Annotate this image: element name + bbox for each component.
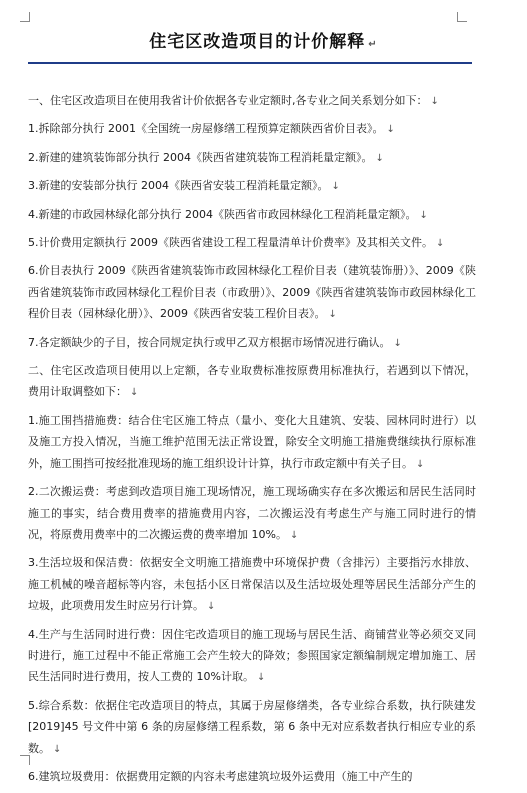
paragraph-text: 1.施工围挡措施费：结合住宅区施工特点（量小、变化大且建筑、安装、园林同时进行）以及施工方投入情况，当施工维护范围无法正常设置，除安全文明施工措施费继续执行原标准外，施工围挡可按经批准现场的施工组织设计计算，执行市政定额中有关子目。 <box>28 413 476 470</box>
paragraph-text: 4.生产与生活同时进行费：因住宅改造项目的施工现场与居民生活、商铺营业等必须交叉同时进行，施工过程中不能正常施工会产生较大的降效；参照国家定额编制规定增加施工、居民生活同时进行费用，按人工费的 10%计取。 <box>28 627 476 684</box>
page-corner-mark <box>20 12 30 22</box>
paragraph <box>28 695 476 760</box>
paragraph-text: 3.生活垃圾和保洁费：依据安全文明施工措施费中环境保护费（含排污）主要指污水排放、施工机械的噪音超标等内容，未包括小区日常保洁以及生活垃圾处理等居民生活部分产生的垃圾，此项费用发生时应另行计算。 <box>28 556 476 613</box>
paragraph-mark-icon: ↓ <box>416 458 425 470</box>
paragraph <box>28 766 476 787</box>
paragraph-text: 1.拆除部分执行 2001《全国统一房屋修缮工程预算定额陕西省价目表》。 <box>28 122 384 136</box>
paragraph-text: 2.二次搬运费：考虑到改造项目施工现场情况，施工现场确实存在多次搬运和居民生活同时施工的事实，结合费用费率的措施费用内容，二次搬运没有考虑生产与施工同时进行的情况，将原费用费率中的二次搬运费的费率增加 10%。 <box>28 485 476 541</box>
paragraph-mark-icon: ↓ <box>256 672 266 684</box>
page-corner-mark <box>457 12 467 22</box>
paragraph <box>28 260 476 325</box>
paragraph <box>28 118 476 140</box>
paragraph <box>28 552 476 617</box>
paragraph <box>28 147 476 169</box>
paragraph-mark-icon: ↓ <box>435 238 445 250</box>
paragraph-text: 6.价目表执行 2009《陕西省建筑装饰市政园林绿化工程价目表（建筑装饰册）》、2009《陕西省建筑装饰市政园林绿化工程价目表（市政册）》、2009《陕西省建筑装饰市政园林绿化工程价目表（园林绿化册）》、2009《陕西省安装工程价目表》。 <box>28 264 476 321</box>
document-body <box>28 90 476 793</box>
paragraph-text: 2.新建的建筑装饰部分执行 2004《陕西省建筑装饰工程消耗量定额》。 <box>28 150 373 164</box>
title-return-mark-icon: ↵ <box>368 39 378 50</box>
paragraph-text: 二、住宅区改造项目使用以上定额，各专业取费标准按原费用标准执行，若遇到以下情况，费用计取调整如下： <box>28 364 476 399</box>
paragraph <box>28 175 476 197</box>
title-underline-rule <box>28 62 472 64</box>
paragraph-mark-icon: ↓ <box>393 337 402 349</box>
paragraph-mark-icon: ↓ <box>130 387 139 399</box>
paragraph <box>28 232 476 254</box>
paragraph-mark-icon: ↓ <box>419 209 428 221</box>
paragraph <box>28 624 476 689</box>
paragraph-text: 6.建筑垃圾费用：依据费用定额的内容未考虑建筑垃圾外运费用（施工中产生的 <box>28 769 413 783</box>
paragraph-text: 5.综合系数：依据住宅改造项目的特点，其属于房屋修缮类，各专业综合系数，执行陕建发[2019]45 号文件中第 6 条的房屋修缮工程系数，第 6 条中无对应系数者执行相应专业的系数。 <box>28 698 476 755</box>
paragraph-mark-icon: ↓ <box>331 181 340 193</box>
paragraph <box>28 332 476 354</box>
paragraph-mark-icon: ↓ <box>430 96 439 107</box>
document-title-text: 住宅区改造项目的计价解释 <box>149 32 366 52</box>
paragraph <box>28 410 476 475</box>
paragraph-text: 7.各定额缺少的子目，按合同规定执行或甲乙双方根据市场情况进行确认。 <box>28 335 391 349</box>
paragraph-mark-icon: ↓ <box>386 124 395 136</box>
paragraph <box>28 481 476 546</box>
paragraph-mark-icon: ↓ <box>375 152 384 164</box>
paragraph-mark-icon: ↓ <box>289 529 299 541</box>
paragraph-text: 4.新建的市政园林绿化部分执行 2004《陕西省市政园林绿化工程消耗量定额》。 <box>28 207 417 221</box>
paragraph-text: 一、住宅区改造项目在使用我省计价依据各专业定额时,各专业之间关系划分如下： <box>28 94 428 107</box>
document-title <box>0 27 527 52</box>
paragraph <box>28 360 476 404</box>
paragraph <box>28 204 476 226</box>
paragraph-mark-icon: ↓ <box>53 743 62 755</box>
paragraph-text: 5.计价费用定额执行 2009《陕西省建设工程工程量清单计价费率》及其相关文件。 <box>28 236 433 250</box>
paragraph-mark-icon: ↓ <box>328 309 337 321</box>
paragraph-mark-icon: ↓ <box>207 601 216 613</box>
paragraph-text: 3.新建的安装部分执行 2004《陕西省安装工程消耗量定额》。 <box>28 179 329 193</box>
paragraph <box>28 90 476 112</box>
